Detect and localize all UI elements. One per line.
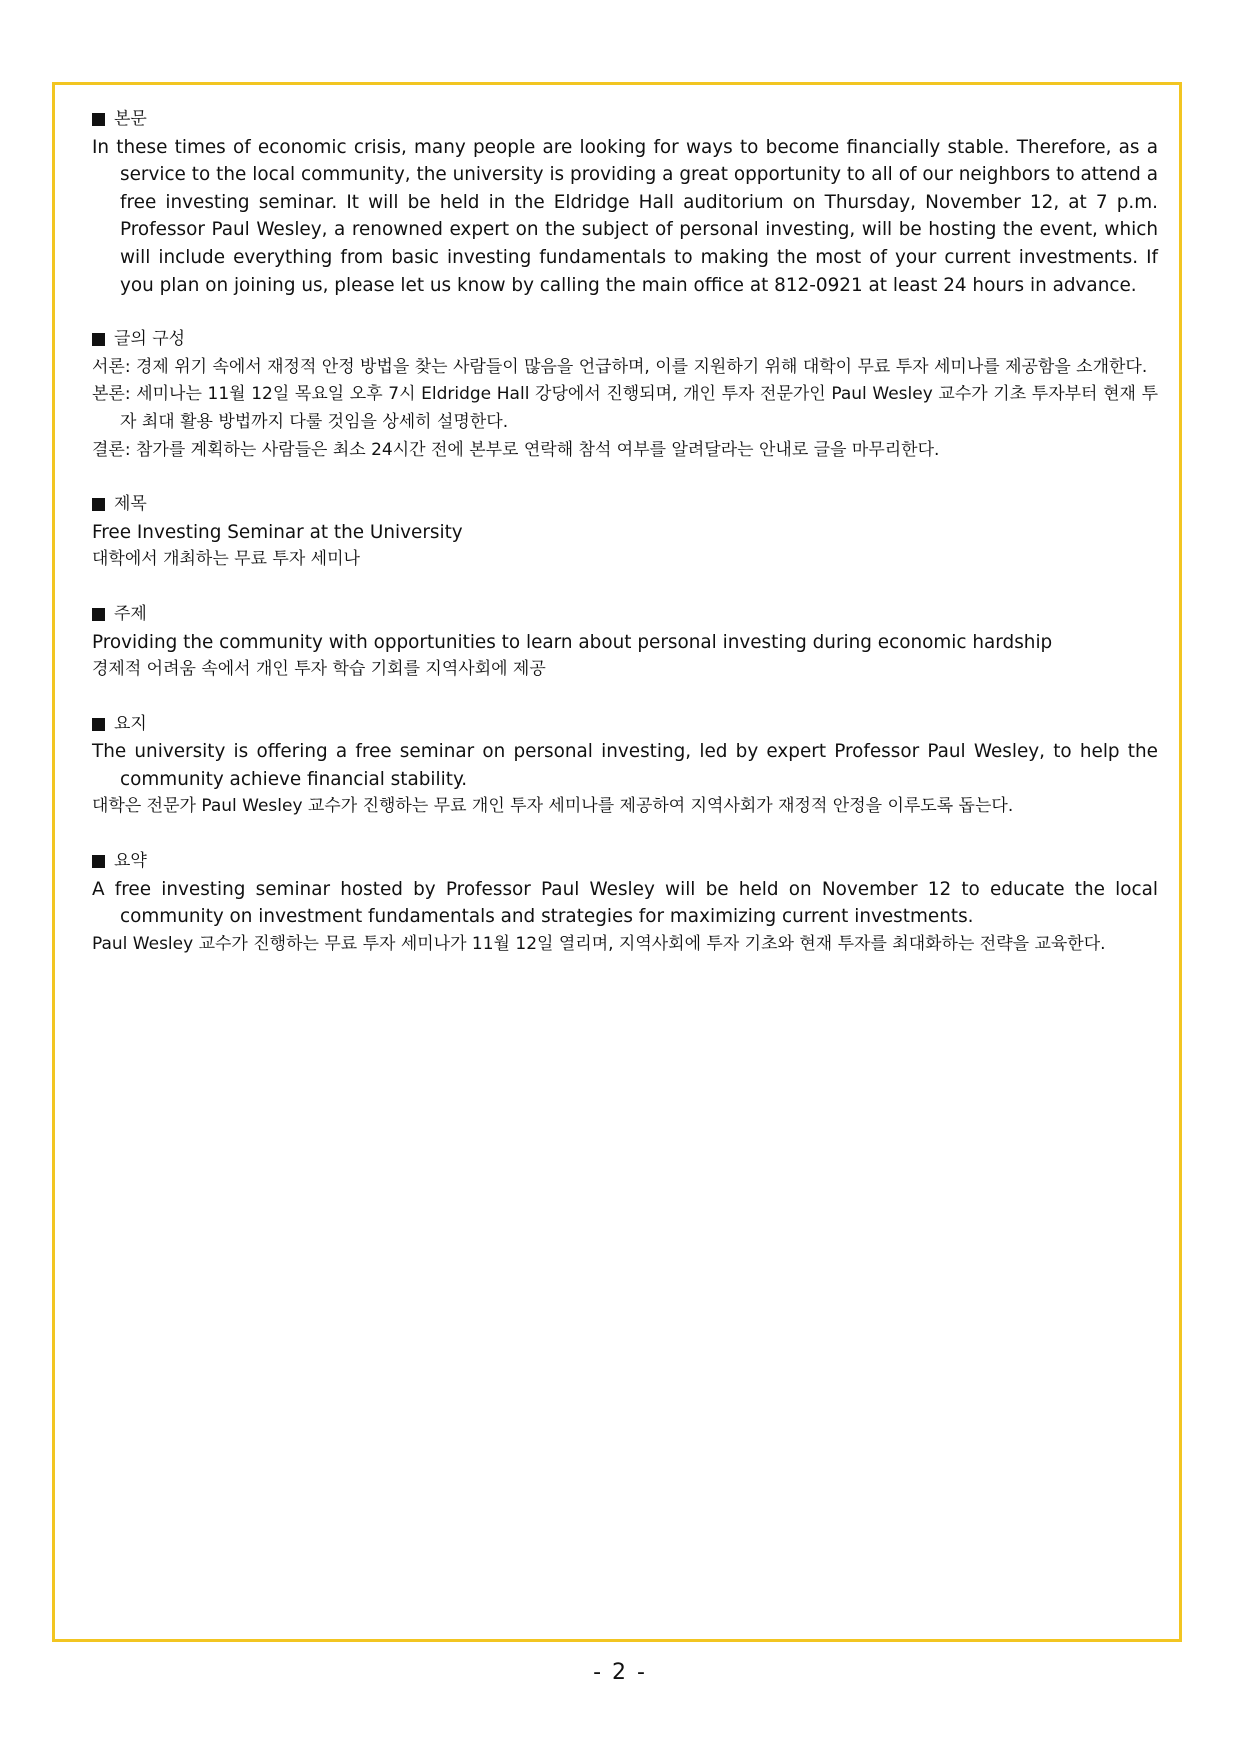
section-heading [92, 106, 1158, 134]
structure-conclusion: 결론: 참가를 계획하는 사람들은 최소 24시간 전에 본부로 연락해 참석 여부를 알려달라는 안내로 글을 마무리한다. [92, 439, 940, 460]
section-heading [92, 326, 1158, 354]
section-topic [92, 601, 1158, 684]
section-heading [92, 711, 1158, 739]
section-title [92, 491, 1158, 574]
document-content [92, 106, 1158, 985]
section-heading-label: 제목 [114, 494, 147, 515]
gist-english: The university is offering a free seminar on personal investing, led by expert Professor Paul Wesley, to help the community achieve financial stability. [92, 741, 1158, 790]
section-heading [92, 848, 1158, 876]
page-number: - 2 - [593, 1660, 647, 1685]
gist-korean: 대학은 전문가 Paul Wesley 교수가 진행하는 무료 개인 투자 세미나를 제공하여 지역사회가 재정적 안정을 이루도록 돕는다. [92, 796, 1014, 817]
square-bullet-icon [92, 498, 105, 511]
section-heading [92, 601, 1158, 629]
square-bullet-icon [92, 855, 105, 868]
section-heading-label: 요약 [114, 851, 147, 872]
section-summary [92, 848, 1158, 958]
topic-korean: 경제적 어려움 속에서 개인 투자 학습 기회를 지역사회에 제공 [92, 659, 546, 680]
section-heading-label: 글의 구성 [114, 329, 186, 350]
body-text: In these times of economic crisis, many people are looking for ways to become financially stable. Therefore, as a service to the local community, the university is providing a great opportunity to all of our neighbors to attend a free investing seminar. It will be held in the Eldridge Hall auditorium on Thursday, November 12, at 7 p.m. Professor Paul Wesley, a renowned expert on the subject of personal investing, will be hosting the event, which will include everything from basic investing fundamentals to making the most of your current investments. If you plan on joining us, please let us know by calling the main office at 812-0921 at least 24 hours in advance. [92, 136, 1158, 296]
section-structure [92, 326, 1158, 464]
section-body [92, 106, 1158, 299]
title-korean: 대학에서 개최하는 무료 투자 세미나 [92, 549, 360, 570]
section-heading-label: 요지 [114, 713, 147, 734]
section-heading-label: 본문 [114, 109, 147, 129]
section-heading [92, 491, 1158, 519]
square-bullet-icon [92, 718, 105, 731]
topic-english: Providing the community with opportunities to learn about personal investing during economic hardship [92, 631, 1053, 653]
section-gist [92, 711, 1158, 821]
structure-intro: 서론: 경제 위기 속에서 재정적 안정 방법을 찾는 사람들이 많음을 언급하며, 이를 지원하기 위해 대학이 무료 투자 세미나를 제공함을 소개한다. [92, 356, 1148, 377]
square-bullet-icon [92, 333, 105, 346]
title-english: Free Investing Seminar at the University [92, 521, 463, 543]
summary-english: A free investing seminar hosted by Professor Paul Wesley will be held on November 12 to educate the local community on investment fundamentals and strategies for maximizing current investments. [92, 878, 1158, 928]
summary-korean: Paul Wesley 교수가 진행하는 무료 투자 세미나가 11월 12일 열리며, 지역사회에 투자 기초와 현재 투자를 최대화하는 전략을 교육한다. [92, 933, 1106, 954]
section-heading-label: 주제 [114, 603, 147, 624]
square-bullet-icon [92, 608, 105, 621]
structure-main: 본론: 세미나는 11월 12일 목요일 오후 7시 Eldridge Hall 강당에서 진행되며, 개인 투자 전문가인 Paul Wesley 교수가 기초 투자부터 현재 투자 최대 활용 방법까지 다룰 것임을 상세히 설명한다. [92, 384, 1158, 432]
square-bullet-icon [92, 113, 105, 126]
